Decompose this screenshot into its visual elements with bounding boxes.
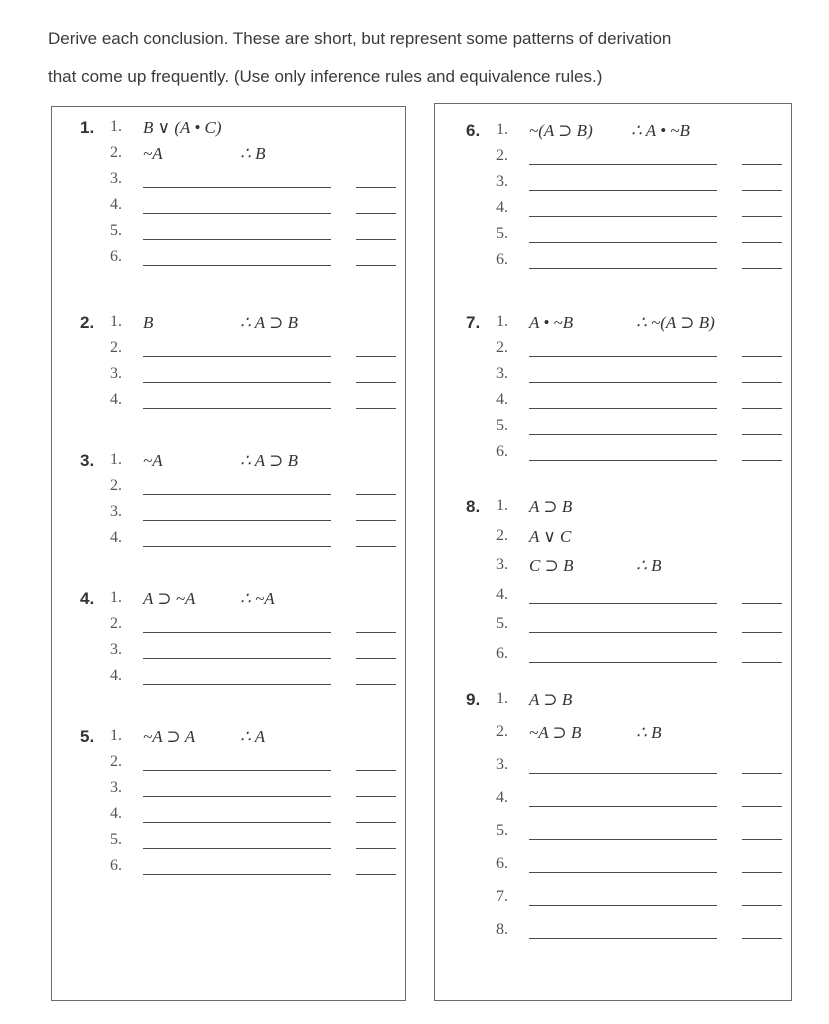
line-number: 2. (110, 477, 122, 494)
answer-line (80, 503, 410, 527)
answer-line (80, 196, 410, 220)
line-number: 4. (496, 391, 508, 408)
justification-blank[interactable] (356, 770, 396, 771)
answer-line (466, 789, 796, 813)
answer-line (466, 147, 796, 171)
justification-blank[interactable] (356, 822, 396, 823)
line-number: 6. (496, 644, 508, 662)
line-number: 4. (496, 585, 508, 603)
answer-line (466, 225, 796, 249)
answer-line (466, 756, 796, 780)
problem-number: 6. (466, 121, 481, 140)
premise-line (466, 313, 796, 337)
conclusion: ∴ B (636, 556, 662, 575)
answer-line (466, 921, 796, 945)
premise-formula: ~A (143, 144, 163, 163)
answer-line (466, 586, 796, 610)
formula-blank[interactable] (529, 434, 717, 435)
problem-number: 7. (466, 313, 481, 332)
premise-line (80, 313, 410, 337)
conclusion: ∴ ~A (240, 589, 275, 608)
justification-blank[interactable] (742, 242, 782, 243)
line-number: 5. (110, 831, 122, 848)
conclusion: ∴ A • ~B (631, 121, 690, 140)
line-number: 1. (110, 727, 122, 744)
answer-line (466, 888, 796, 912)
premise-line (80, 118, 410, 142)
premise-formula: A ∨ C (529, 526, 572, 546)
line-number: 5. (496, 225, 508, 242)
justification-blank[interactable] (742, 905, 782, 906)
line-number: 4. (496, 199, 508, 216)
line-number: 4. (110, 529, 122, 546)
answer-line (80, 805, 410, 829)
answer-line (466, 822, 796, 846)
justification-blank[interactable] (742, 806, 782, 807)
justification-blank[interactable] (356, 684, 396, 685)
justification-blank[interactable] (742, 632, 782, 633)
answer-line (80, 667, 410, 691)
answer-line (466, 855, 796, 879)
justification-blank[interactable] (742, 434, 782, 435)
premise-line (466, 527, 796, 551)
line-number: 4. (110, 667, 122, 684)
line-number: 1. (110, 118, 122, 135)
formula-blank[interactable] (529, 905, 717, 906)
line-number: 6. (496, 855, 508, 872)
line-number: 3. (496, 365, 508, 382)
formula-blank[interactable] (143, 408, 331, 409)
premise-formula: A ⊃ B (529, 497, 573, 516)
premise-formula: B (143, 313, 154, 332)
line-number: 3. (110, 641, 122, 658)
justification-blank[interactable] (742, 839, 782, 840)
formula-blank[interactable] (529, 242, 717, 243)
formula-blank[interactable] (529, 164, 717, 165)
answer-line (80, 641, 410, 665)
justification-blank[interactable] (356, 239, 396, 240)
line-number: 2. (110, 144, 122, 161)
answer-line (466, 339, 796, 363)
answer-line (466, 417, 796, 441)
premise-line (80, 144, 410, 168)
problem-number: 9. (466, 690, 481, 709)
formula-blank[interactable] (143, 684, 331, 685)
problem-number: 4. (80, 589, 95, 608)
line-number: 6. (496, 443, 508, 460)
formula-blank[interactable] (143, 770, 331, 771)
conclusion: ∴ A (240, 727, 266, 746)
premise-line (466, 556, 796, 580)
formula-blank[interactable] (529, 408, 717, 409)
answer-line (80, 339, 410, 363)
line-number: 1. (110, 589, 122, 606)
justification-blank[interactable] (742, 382, 782, 383)
premise-formula: A ⊃ ~A (143, 589, 196, 608)
premise-line (80, 451, 410, 475)
premise-formula: ~(A ⊃ B) (529, 121, 593, 140)
answer-line (80, 753, 410, 777)
line-number: 5. (110, 222, 122, 239)
line-number: 1. (496, 121, 508, 138)
conclusion: ∴ ~(A ⊃ B) (636, 313, 715, 332)
premise-formula: C ⊃ B (529, 556, 574, 575)
justification-blank[interactable] (742, 872, 782, 873)
line-number: 4. (496, 789, 508, 806)
premise-formula: A ⊃ B (529, 690, 573, 709)
line-number: 1. (496, 690, 508, 707)
formula-blank[interactable] (529, 872, 717, 873)
justification-blank[interactable] (356, 356, 396, 357)
line-number: 7. (496, 888, 508, 905)
line-number: 1. (110, 313, 122, 330)
conclusion: ∴ B (636, 723, 662, 742)
conclusion: ∴ A ⊃ B (240, 451, 298, 470)
formula-blank[interactable] (529, 603, 717, 604)
justification-blank[interactable] (742, 773, 782, 774)
answer-line (466, 199, 796, 223)
justification-blank[interactable] (356, 520, 396, 521)
answer-line (466, 645, 796, 669)
premise-formula: ~A ⊃ A (143, 727, 196, 746)
line-number: 3. (496, 756, 508, 773)
line-number: 3. (496, 173, 508, 190)
line-number: 2. (496, 339, 508, 356)
justification-blank[interactable] (356, 213, 396, 214)
justification-blank[interactable] (742, 190, 782, 191)
line-number: 8. (496, 921, 508, 938)
line-number: 3. (110, 779, 122, 796)
justification-blank[interactable] (356, 382, 396, 383)
instructions-line-2: that come up frequently. (Use only inference rules and equivalence rules.) (48, 67, 603, 86)
answer-line (466, 391, 796, 415)
justification-blank[interactable] (356, 658, 396, 659)
answer-line (80, 857, 410, 881)
answer-line (80, 615, 410, 639)
line-number: 1. (496, 313, 508, 330)
justification-blank[interactable] (356, 546, 396, 547)
answer-line (466, 251, 796, 275)
justification-blank[interactable] (356, 848, 396, 849)
formula-blank[interactable] (529, 632, 717, 633)
line-number: 2. (496, 526, 508, 544)
premise-line (80, 589, 410, 613)
line-number: 4. (110, 196, 122, 213)
premise-line (80, 727, 410, 751)
justification-blank[interactable] (356, 187, 396, 188)
justification-blank[interactable] (742, 216, 782, 217)
formula-blank[interactable] (143, 494, 331, 495)
conclusion: ∴ B (240, 144, 266, 163)
line-number: 3. (110, 503, 122, 520)
formula-blank[interactable] (143, 546, 331, 547)
problem-number: 2. (80, 313, 95, 332)
problem-number: 8. (466, 497, 481, 516)
conclusion: ∴ A ⊃ B (240, 313, 298, 332)
instructions-line-1: Derive each conclusion. These are short, but represent some patterns of derivation (48, 29, 672, 48)
formula-blank[interactable] (143, 356, 331, 357)
line-number: 6. (110, 857, 122, 874)
answer-line (80, 831, 410, 855)
answer-line (80, 365, 410, 389)
formula-blank[interactable] (529, 268, 717, 269)
answer-line (466, 443, 796, 467)
formula-blank[interactable] (143, 239, 331, 240)
line-number: 6. (496, 251, 508, 268)
justification-blank[interactable] (742, 356, 782, 357)
line-number: 5. (496, 417, 508, 434)
answer-line (80, 248, 410, 272)
line-number: 2. (110, 753, 122, 770)
problem-number: 5. (80, 727, 95, 746)
line-number: 1. (110, 451, 122, 468)
justification-blank[interactable] (356, 408, 396, 409)
formula-blank[interactable] (143, 265, 331, 266)
premise-formula: ~A (143, 451, 163, 470)
formula-blank[interactable] (143, 213, 331, 214)
justification-blank[interactable] (356, 796, 396, 797)
formula-blank[interactable] (143, 382, 331, 383)
justification-blank[interactable] (742, 164, 782, 165)
formula-blank[interactable] (529, 806, 717, 807)
answer-line (80, 170, 410, 194)
formula-blank[interactable] (143, 520, 331, 521)
answer-line (466, 173, 796, 197)
line-number: 2. (496, 147, 508, 164)
justification-blank[interactable] (742, 603, 782, 604)
formula-blank[interactable] (529, 839, 717, 840)
premise-line (466, 690, 796, 714)
line-number: 4. (110, 391, 122, 408)
formula-blank[interactable] (529, 356, 717, 357)
formula-blank[interactable] (143, 874, 331, 875)
answer-line (80, 529, 410, 553)
justification-blank[interactable] (356, 494, 396, 495)
formula-blank[interactable] (143, 796, 331, 797)
formula-blank[interactable] (529, 382, 717, 383)
line-number: 6. (110, 248, 122, 265)
justification-blank[interactable] (742, 938, 782, 939)
line-number: 3. (496, 556, 508, 573)
formula-blank[interactable] (143, 658, 331, 659)
justification-blank[interactable] (742, 460, 782, 461)
formula-blank[interactable] (143, 187, 331, 188)
justification-blank[interactable] (742, 662, 782, 663)
line-number: 1. (496, 497, 508, 514)
premise-line (466, 723, 796, 747)
formula-blank[interactable] (529, 190, 717, 191)
line-number: 3. (110, 365, 122, 382)
formula-blank[interactable] (529, 216, 717, 217)
line-number: 5. (496, 615, 508, 632)
instructions (48, 20, 823, 96)
formula-blank[interactable] (529, 460, 717, 461)
formula-blank[interactable] (143, 822, 331, 823)
line-number: 3. (110, 170, 122, 187)
premise-formula: ~A ⊃ B (529, 723, 582, 742)
formula-blank[interactable] (529, 773, 717, 774)
line-number: 2. (496, 723, 508, 740)
problem-number: 3. (80, 451, 95, 470)
justification-blank[interactable] (356, 632, 396, 633)
formula-blank[interactable] (529, 938, 717, 939)
problem-number: 1. (80, 118, 95, 137)
line-number: 4. (110, 805, 122, 822)
answer-line (466, 365, 796, 389)
justification-blank[interactable] (356, 874, 396, 875)
answer-line (80, 391, 410, 415)
answer-line (80, 779, 410, 803)
premise-formula: B ∨ (A • C) (143, 118, 222, 137)
line-number: 2. (110, 339, 122, 356)
line-number: 5. (496, 822, 508, 839)
justification-blank[interactable] (742, 268, 782, 269)
justification-blank[interactable] (742, 408, 782, 409)
formula-blank[interactable] (143, 848, 331, 849)
answer-line (466, 615, 796, 639)
formula-blank[interactable] (529, 662, 717, 663)
justification-blank[interactable] (356, 265, 396, 266)
premise-line (466, 121, 796, 145)
line-number: 2. (110, 615, 122, 632)
premise-line (466, 497, 796, 521)
answer-line (80, 222, 410, 246)
answer-line (80, 477, 410, 501)
formula-blank[interactable] (143, 632, 331, 633)
premise-formula: A • ~B (529, 313, 574, 332)
